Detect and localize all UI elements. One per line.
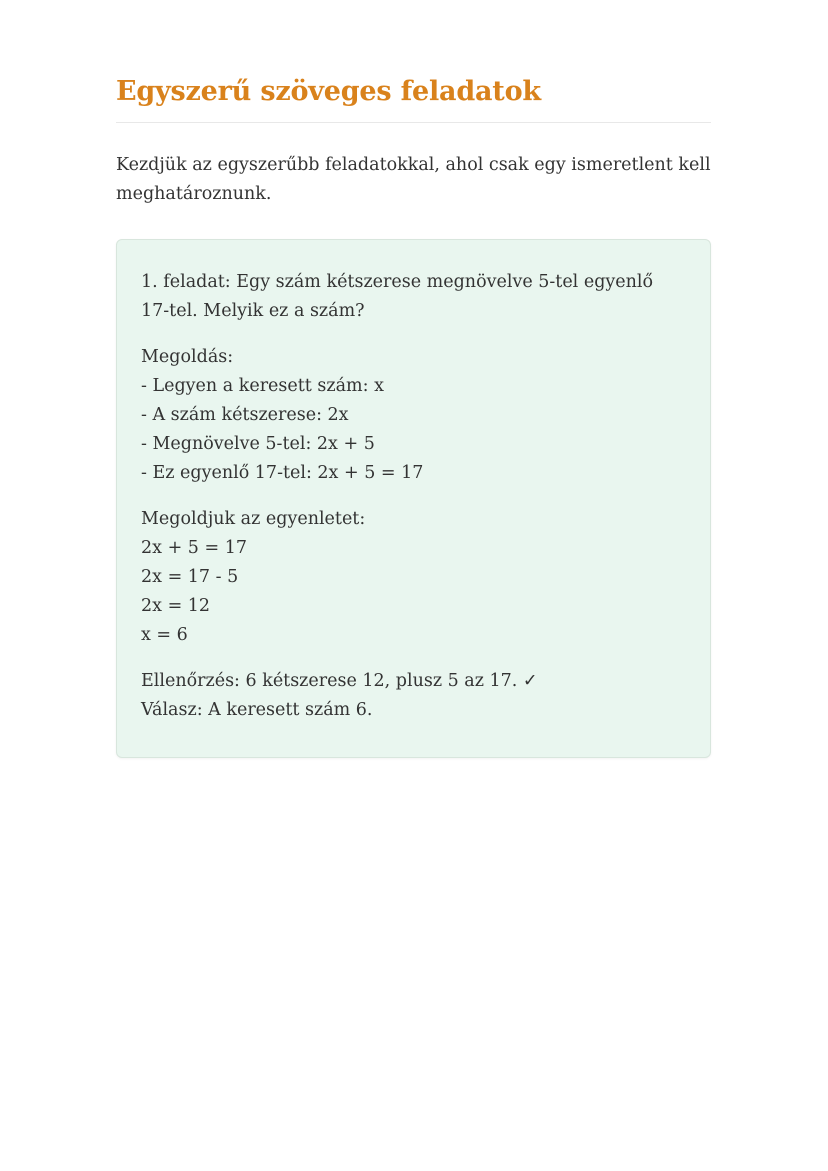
check-line: Ellenőrzés: 6 kétszerese 12, plusz 5 az 17. ✓	[141, 671, 538, 692]
solution-step: - A szám kétszerese: 2x	[141, 405, 349, 426]
equation-line: x = 6	[141, 625, 188, 646]
solution-step: - Legyen a keresett szám: x	[141, 376, 384, 397]
problem-block	[141, 268, 686, 326]
equation-heading: Megoldjuk az egyenletet:	[141, 509, 366, 530]
intro-paragraph: Kezdjük az egyszerűbb feladatokkal, ahol csak egy ismeretlent kell meghatároznunk.	[116, 155, 711, 205]
equation-line: 2x = 17 - 5	[141, 567, 239, 588]
answer-line: Válasz: A keresett szám 6.	[141, 700, 373, 721]
document-page	[116, 0, 711, 758]
page-title: Egyszerű szöveges feladatok	[116, 76, 541, 107]
equation-line: 2x + 5 = 17	[141, 538, 247, 559]
solution-block	[141, 343, 686, 488]
solution-step: - Megnövelve 5-tel: 2x + 5	[141, 434, 375, 455]
equation-line: 2x = 12	[141, 596, 211, 617]
example-box	[116, 239, 711, 758]
solution-step: - Ez egyenlő 17-tel: 2x + 5 = 17	[141, 463, 424, 484]
solution-heading: Megoldás:	[141, 347, 234, 368]
problem-statement: 1. feladat: Egy szám kétszerese megnövelve 5-tel egyenlő 17-tel. Melyik ez a szám?	[141, 272, 654, 322]
equation-block	[141, 505, 686, 650]
result-block	[141, 667, 686, 725]
title-divider	[116, 122, 711, 123]
